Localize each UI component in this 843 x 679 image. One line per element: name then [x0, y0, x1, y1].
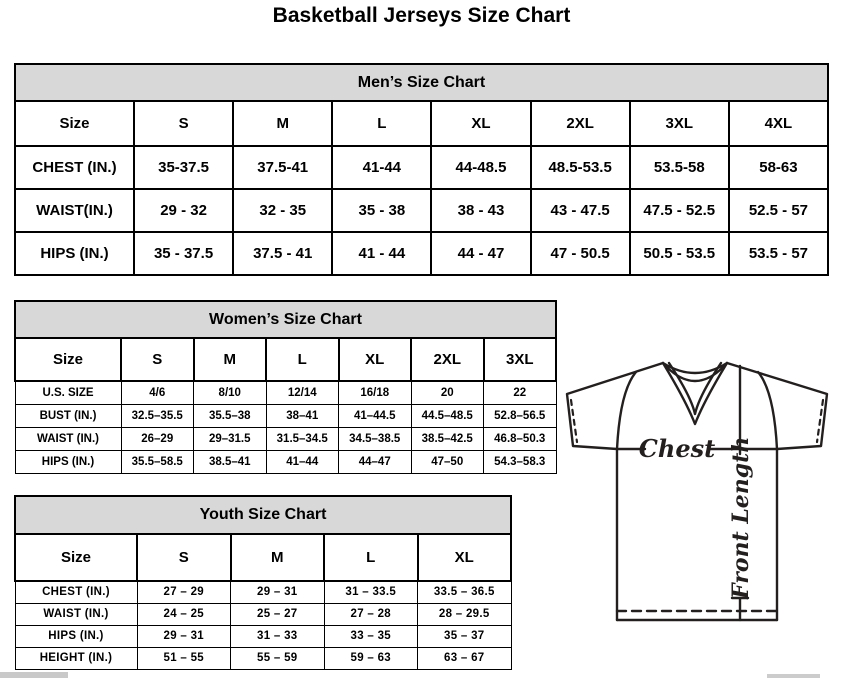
- measurement-row: [15, 232, 828, 275]
- measurement-row: [15, 189, 828, 232]
- size-label-header: Size: [15, 338, 121, 381]
- measurement-label: HIPS (IN.): [15, 232, 134, 275]
- measurement-value: 41–44: [266, 450, 339, 473]
- womens-size-chart: [14, 300, 557, 474]
- measurement-value: 51 – 55: [137, 647, 231, 669]
- jersey-right-seam: [758, 372, 777, 449]
- size-column-header: M: [231, 534, 325, 581]
- measurement-value: 38.5–41: [194, 450, 267, 473]
- measurement-value: 41-44: [332, 146, 431, 189]
- measurement-value: 31.5–34.5: [266, 427, 339, 450]
- measurement-value: 24 – 25: [137, 603, 231, 625]
- measurement-value: 58-63: [729, 146, 828, 189]
- measurement-value: 47.5 - 52.5: [630, 189, 729, 232]
- measurement-label: WAIST (IN.): [15, 427, 121, 450]
- size-column-header: 3XL: [484, 338, 557, 381]
- womens-size-table: [14, 337, 557, 474]
- measurement-value: 35 - 37.5: [134, 232, 233, 275]
- size-header-row: [15, 101, 828, 146]
- measurement-row: [15, 404, 556, 427]
- bottom-left-scroll-artifact: [0, 672, 68, 678]
- measurement-value: 29 – 31: [231, 581, 325, 603]
- measurement-value: 37.5 - 41: [233, 232, 332, 275]
- mens-size-table: [14, 100, 829, 276]
- measurement-value: 47 - 50.5: [531, 232, 630, 275]
- measurement-row: [15, 625, 511, 647]
- chest-label: Chest: [638, 434, 716, 463]
- measurement-value: 12/14: [266, 381, 339, 404]
- measurement-label: BUST (IN.): [15, 404, 121, 427]
- measurement-value: 41 - 44: [332, 232, 431, 275]
- measurement-value: 34.5–38.5: [339, 427, 412, 450]
- page-title: Basketball Jerseys Size Chart: [272, 4, 571, 27]
- size-column-header: 3XL: [630, 101, 729, 146]
- measurement-value: 32.5–35.5: [121, 404, 194, 427]
- jersey-left-seam: [617, 372, 636, 449]
- measurement-value: 31 – 33: [231, 625, 325, 647]
- measurement-value: 38 - 43: [431, 189, 530, 232]
- size-label-header: Size: [15, 101, 134, 146]
- measurement-value: 22: [484, 381, 557, 404]
- size-column-header: M: [194, 338, 267, 381]
- womens-chart-title: Women’s Size Chart: [14, 300, 557, 337]
- measurement-row: [15, 450, 556, 473]
- youth-chart-title: Youth Size Chart: [14, 495, 512, 533]
- measurement-label: HIPS (IN.): [15, 625, 137, 647]
- measurement-value: 63 – 67: [418, 647, 512, 669]
- size-header-row: [15, 338, 556, 381]
- measurement-label: HEIGHT (IN.): [15, 647, 137, 669]
- measurement-value: 25 – 27: [231, 603, 325, 625]
- measurement-row: [15, 381, 556, 404]
- mens-chart-title: Men’s Size Chart: [14, 63, 829, 100]
- measurement-value: 43 - 47.5: [531, 189, 630, 232]
- measurement-value: 33 – 35: [324, 625, 418, 647]
- measurement-value: 46.8–50.3: [484, 427, 557, 450]
- size-column-header: S: [134, 101, 233, 146]
- measurement-value: 41–44.5: [339, 404, 412, 427]
- measurement-value: 28 – 29.5: [418, 603, 512, 625]
- measurement-label: WAIST (IN.): [15, 603, 137, 625]
- measurement-value: 44 - 47: [431, 232, 530, 275]
- size-header-row: [15, 534, 511, 581]
- measurement-value: 29 – 31: [137, 625, 231, 647]
- measurement-label: CHEST (IN.): [15, 146, 134, 189]
- measurement-value: 38–41: [266, 404, 339, 427]
- measurement-value: 35.5–58.5: [121, 450, 194, 473]
- measurement-value: 53.5-58: [630, 146, 729, 189]
- measurement-label: CHEST (IN.): [15, 581, 137, 603]
- size-column-header: S: [137, 534, 231, 581]
- measurement-label: HIPS (IN.): [15, 450, 121, 473]
- measurement-label: U.S. SIZE: [15, 381, 121, 404]
- measurement-value: 4/6: [121, 381, 194, 404]
- measurement-row: [15, 146, 828, 189]
- measurement-row: [15, 427, 556, 450]
- size-column-header: L: [324, 534, 418, 581]
- measurement-value: 29–31.5: [194, 427, 267, 450]
- youth-size-chart: [14, 495, 512, 670]
- measurement-value: 8/10: [194, 381, 267, 404]
- measurement-value: 44–47: [339, 450, 412, 473]
- measurement-value: 31 – 33.5: [324, 581, 418, 603]
- measurement-value: 53.5 - 57: [729, 232, 828, 275]
- measurement-value: 27 – 28: [324, 603, 418, 625]
- measurement-value: 35.5–38: [194, 404, 267, 427]
- size-column-header: XL: [431, 101, 530, 146]
- jersey-measurement-diagram: [556, 356, 838, 626]
- measurement-value: 50.5 - 53.5: [630, 232, 729, 275]
- size-column-header: 4XL: [729, 101, 828, 146]
- measurement-value: 54.3–58.3: [484, 450, 557, 473]
- measurement-value: 37.5-41: [233, 146, 332, 189]
- measurement-value: 33.5 – 36.5: [418, 581, 512, 603]
- measurement-value: 26–29: [121, 427, 194, 450]
- measurement-value: 29 - 32: [134, 189, 233, 232]
- measurement-value: 38.5–42.5: [411, 427, 484, 450]
- measurement-value: 48.5-53.5: [531, 146, 630, 189]
- measurement-value: 52.5 - 57: [729, 189, 828, 232]
- measurement-value: 35 - 38: [332, 189, 431, 232]
- measurement-value: 35-37.5: [134, 146, 233, 189]
- measurement-value: 16/18: [339, 381, 412, 404]
- size-column-header: L: [332, 101, 431, 146]
- size-column-header: 2XL: [531, 101, 630, 146]
- size-column-header: S: [121, 338, 194, 381]
- measurement-row: [15, 603, 511, 625]
- measurement-value: 44.5–48.5: [411, 404, 484, 427]
- measurement-value: 27 – 29: [137, 581, 231, 603]
- measurement-row: [15, 647, 511, 669]
- size-column-header: 2XL: [411, 338, 484, 381]
- measurement-value: 55 – 59: [231, 647, 325, 669]
- measurement-value: 47–50: [411, 450, 484, 473]
- measurement-value: 52.8–56.5: [484, 404, 557, 427]
- size-column-header: L: [266, 338, 339, 381]
- measurement-value: 32 - 35: [233, 189, 332, 232]
- size-column-header: M: [233, 101, 332, 146]
- measurement-row: [15, 581, 511, 603]
- mens-size-chart: [14, 63, 829, 276]
- measurement-value: 35 – 37: [418, 625, 512, 647]
- youth-size-table: [14, 533, 512, 670]
- size-label-header: Size: [15, 534, 137, 581]
- size-column-header: XL: [339, 338, 412, 381]
- bottom-right-scroll-artifact: [767, 674, 820, 678]
- measurement-value: 20: [411, 381, 484, 404]
- measurement-value: 59 – 63: [324, 647, 418, 669]
- measurement-label: WAIST(IN.): [15, 189, 134, 232]
- size-column-header: XL: [418, 534, 512, 581]
- front-length-label: Front Length: [728, 436, 754, 599]
- measurement-value: 44-48.5: [431, 146, 530, 189]
